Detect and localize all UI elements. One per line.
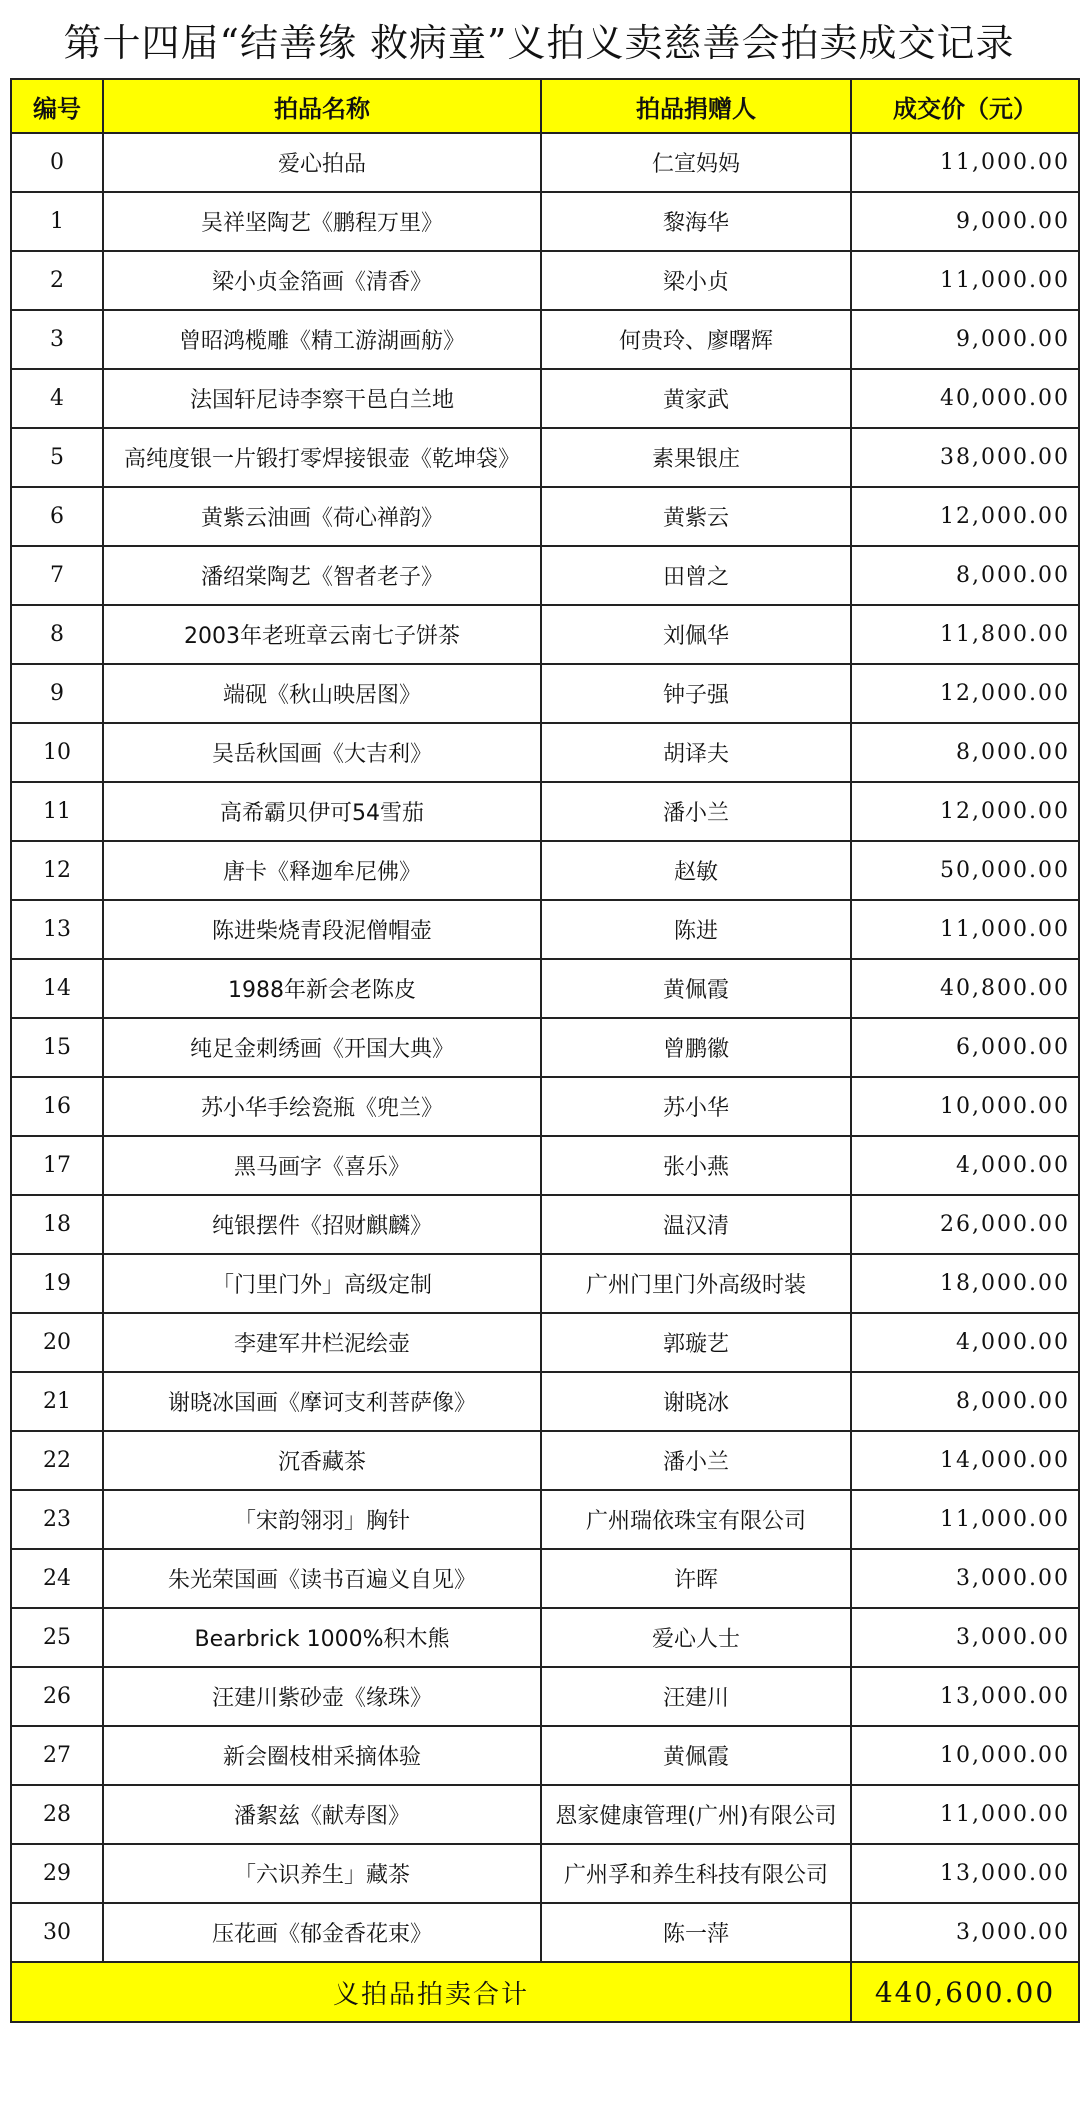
cell-item-name: 沉香藏茶 bbox=[103, 1431, 541, 1490]
table-row bbox=[11, 1490, 1079, 1549]
table-row bbox=[11, 1549, 1079, 1608]
cell-price: 11,800.00 bbox=[851, 605, 1079, 664]
cell-price: 12,000.00 bbox=[851, 782, 1079, 841]
header-price: 成交价（元） bbox=[851, 79, 1079, 133]
cell-no: 5 bbox=[11, 428, 103, 487]
table-row bbox=[11, 369, 1079, 428]
header-name: 拍品名称 bbox=[103, 79, 541, 133]
cell-donor: 陈进 bbox=[541, 900, 851, 959]
cell-item-name: 潘绍棠陶艺《智者老子》 bbox=[103, 546, 541, 605]
cell-no: 21 bbox=[11, 1372, 103, 1431]
cell-item-name: 高纯度银一片锻打零焊接银壶《乾坤袋》 bbox=[103, 428, 541, 487]
cell-item-name: 吴祥坚陶艺《鹏程万里》 bbox=[103, 192, 541, 251]
cell-price: 3,000.00 bbox=[851, 1608, 1079, 1667]
cell-no: 30 bbox=[11, 1903, 103, 1962]
cell-price: 38,000.00 bbox=[851, 428, 1079, 487]
cell-donor: 黄紫云 bbox=[541, 487, 851, 546]
cell-donor: 赵敏 bbox=[541, 841, 851, 900]
cell-price: 11,000.00 bbox=[851, 251, 1079, 310]
cell-donor: 田曾之 bbox=[541, 546, 851, 605]
cell-donor: 许晖 bbox=[541, 1549, 851, 1608]
cell-price: 11,000.00 bbox=[851, 900, 1079, 959]
cell-donor: 爱心人士 bbox=[541, 1608, 851, 1667]
table-row bbox=[11, 664, 1079, 723]
total-label: 义拍品拍卖合计 bbox=[11, 1962, 851, 2022]
table-row bbox=[11, 1608, 1079, 1667]
header-donor: 拍品捐赠人 bbox=[541, 79, 851, 133]
cell-no: 19 bbox=[11, 1254, 103, 1313]
cell-price: 12,000.00 bbox=[851, 664, 1079, 723]
total-value: 440,600.00 bbox=[851, 1962, 1079, 2022]
cell-donor: 潘小兰 bbox=[541, 782, 851, 841]
cell-donor: 黄佩霞 bbox=[541, 959, 851, 1018]
table-row bbox=[11, 192, 1079, 251]
cell-donor: 郭璇艺 bbox=[541, 1313, 851, 1372]
cell-donor: 温汉清 bbox=[541, 1195, 851, 1254]
cell-price: 6,000.00 bbox=[851, 1018, 1079, 1077]
auction-table bbox=[10, 78, 1080, 2023]
cell-item-name: 苏小华手绘瓷瓶《兜兰》 bbox=[103, 1077, 541, 1136]
cell-item-name: 梁小贞金箔画《清香》 bbox=[103, 251, 541, 310]
cell-no: 18 bbox=[11, 1195, 103, 1254]
cell-price: 40,800.00 bbox=[851, 959, 1079, 1018]
cell-donor: 钟子强 bbox=[541, 664, 851, 723]
cell-price: 3,000.00 bbox=[851, 1549, 1079, 1608]
table-header bbox=[11, 79, 1079, 133]
cell-no: 20 bbox=[11, 1313, 103, 1372]
table-row bbox=[11, 1844, 1079, 1903]
cell-no: 16 bbox=[11, 1077, 103, 1136]
cell-donor: 仁宣妈妈 bbox=[541, 133, 851, 192]
cell-item-name: 唐卡《释迦牟尼佛》 bbox=[103, 841, 541, 900]
cell-price: 8,000.00 bbox=[851, 546, 1079, 605]
cell-item-name: 纯银摆件《招财麒麟》 bbox=[103, 1195, 541, 1254]
cell-donor: 谢晓冰 bbox=[541, 1372, 851, 1431]
cell-donor: 刘佩华 bbox=[541, 605, 851, 664]
cell-item-name: 「六识养生」藏茶 bbox=[103, 1844, 541, 1903]
cell-donor: 胡译夫 bbox=[541, 723, 851, 782]
cell-no: 23 bbox=[11, 1490, 103, 1549]
cell-no: 2 bbox=[11, 251, 103, 310]
cell-item-name: 「宋韵翎羽」胸针 bbox=[103, 1490, 541, 1549]
page-title: 第十四届“结善缘 救病童”义拍义卖慈善会拍卖成交记录 bbox=[63, 21, 1015, 65]
table-row bbox=[11, 1667, 1079, 1726]
cell-item-name: 端砚《秋山映居图》 bbox=[103, 664, 541, 723]
cell-donor: 黎海华 bbox=[541, 192, 851, 251]
cell-no: 8 bbox=[11, 605, 103, 664]
cell-donor: 汪建川 bbox=[541, 1667, 851, 1726]
cell-donor: 张小燕 bbox=[541, 1136, 851, 1195]
table-row bbox=[11, 723, 1079, 782]
table-row bbox=[11, 1785, 1079, 1844]
cell-item-name: 陈进柴烧青段泥僧帽壶 bbox=[103, 900, 541, 959]
cell-price: 13,000.00 bbox=[851, 1667, 1079, 1726]
cell-donor: 梁小贞 bbox=[541, 251, 851, 310]
cell-price: 11,000.00 bbox=[851, 1490, 1079, 1549]
cell-no: 9 bbox=[11, 664, 103, 723]
table-body bbox=[11, 133, 1079, 1962]
table-row bbox=[11, 1195, 1079, 1254]
cell-no: 29 bbox=[11, 1844, 103, 1903]
table-row bbox=[11, 1313, 1079, 1372]
cell-no: 12 bbox=[11, 841, 103, 900]
table-row bbox=[11, 310, 1079, 369]
cell-no: 14 bbox=[11, 959, 103, 1018]
cell-item-name: 朱光荣国画《读书百遍义自见》 bbox=[103, 1549, 541, 1608]
table-row bbox=[11, 841, 1079, 900]
cell-item-name: 新会圈枝柑采摘体验 bbox=[103, 1726, 541, 1785]
cell-price: 40,000.00 bbox=[851, 369, 1079, 428]
cell-no: 6 bbox=[11, 487, 103, 546]
cell-item-name: 曾昭鸿榄雕《精工游湖画舫》 bbox=[103, 310, 541, 369]
header-no: 编号 bbox=[11, 79, 103, 133]
cell-item-name: 谢晓冰国画《摩诃支利菩萨像》 bbox=[103, 1372, 541, 1431]
cell-item-name: 吴岳秋国画《大吉利》 bbox=[103, 723, 541, 782]
cell-donor: 广州瑞依珠宝有限公司 bbox=[541, 1490, 851, 1549]
cell-donor: 黄佩霞 bbox=[541, 1726, 851, 1785]
auction-record-page bbox=[10, 12, 1068, 2023]
cell-item-name: 高希霸贝伊可54雪茄 bbox=[103, 782, 541, 841]
cell-no: 3 bbox=[11, 310, 103, 369]
cell-donor: 苏小华 bbox=[541, 1077, 851, 1136]
cell-price: 4,000.00 bbox=[851, 1313, 1079, 1372]
table-row bbox=[11, 1903, 1079, 1962]
cell-item-name: 「门里门外」高级定制 bbox=[103, 1254, 541, 1313]
cell-price: 18,000.00 bbox=[851, 1254, 1079, 1313]
cell-donor: 素果银庄 bbox=[541, 428, 851, 487]
table-row bbox=[11, 546, 1079, 605]
table-row bbox=[11, 1136, 1079, 1195]
cell-no: 22 bbox=[11, 1431, 103, 1490]
table-row bbox=[11, 1372, 1079, 1431]
cell-price: 8,000.00 bbox=[851, 1372, 1079, 1431]
cell-item-name: 法国轩尼诗李察干邑白兰地 bbox=[103, 369, 541, 428]
cell-donor: 广州门里门外高级时装 bbox=[541, 1254, 851, 1313]
table-row bbox=[11, 782, 1079, 841]
table-row bbox=[11, 133, 1079, 192]
table-row bbox=[11, 1077, 1079, 1136]
cell-no: 15 bbox=[11, 1018, 103, 1077]
cell-donor: 黄家武 bbox=[541, 369, 851, 428]
cell-item-name: 爱心拍品 bbox=[103, 133, 541, 192]
table-row bbox=[11, 1726, 1079, 1785]
cell-price: 12,000.00 bbox=[851, 487, 1079, 546]
total-row bbox=[11, 1962, 1079, 2022]
table-row bbox=[11, 605, 1079, 664]
table-row bbox=[11, 1431, 1079, 1490]
cell-price: 11,000.00 bbox=[851, 133, 1079, 192]
cell-no: 28 bbox=[11, 1785, 103, 1844]
cell-no: 13 bbox=[11, 900, 103, 959]
cell-no: 27 bbox=[11, 1726, 103, 1785]
cell-no: 26 bbox=[11, 1667, 103, 1726]
cell-donor: 广州孚和养生科技有限公司 bbox=[541, 1844, 851, 1903]
table-row bbox=[11, 487, 1079, 546]
cell-donor: 曾鹏徽 bbox=[541, 1018, 851, 1077]
cell-donor: 陈一萍 bbox=[541, 1903, 851, 1962]
cell-item-name: 李建军井栏泥绘壶 bbox=[103, 1313, 541, 1372]
cell-price: 3,000.00 bbox=[851, 1903, 1079, 1962]
cell-item-name: 压花画《郁金香花束》 bbox=[103, 1903, 541, 1962]
cell-price: 8,000.00 bbox=[851, 723, 1079, 782]
cell-item-name: 汪建川紫砂壶《缘珠》 bbox=[103, 1667, 541, 1726]
header-row bbox=[11, 79, 1079, 133]
cell-price: 26,000.00 bbox=[851, 1195, 1079, 1254]
table-row bbox=[11, 900, 1079, 959]
cell-donor: 潘小兰 bbox=[541, 1431, 851, 1490]
table-row bbox=[11, 959, 1079, 1018]
table-row bbox=[11, 428, 1079, 487]
cell-item-name: 黄紫云油画《荷心禅韵》 bbox=[103, 487, 541, 546]
cell-donor: 恩家健康管理(广州)有限公司 bbox=[541, 1785, 851, 1844]
cell-no: 0 bbox=[11, 133, 103, 192]
cell-no: 11 bbox=[11, 782, 103, 841]
cell-price: 9,000.00 bbox=[851, 192, 1079, 251]
table-row bbox=[11, 1254, 1079, 1313]
cell-donor: 何贵玲、廖曙辉 bbox=[541, 310, 851, 369]
cell-item-name: 2003年老班章云南七子饼茶 bbox=[103, 605, 541, 664]
cell-price: 9,000.00 bbox=[851, 310, 1079, 369]
cell-price: 4,000.00 bbox=[851, 1136, 1079, 1195]
cell-price: 13,000.00 bbox=[851, 1844, 1079, 1903]
cell-price: 11,000.00 bbox=[851, 1785, 1079, 1844]
cell-price: 50,000.00 bbox=[851, 841, 1079, 900]
cell-item-name: 纯足金刺绣画《开国大典》 bbox=[103, 1018, 541, 1077]
cell-no: 25 bbox=[11, 1608, 103, 1667]
cell-item-name: Bearbrick 1000%积木熊 bbox=[103, 1608, 541, 1667]
table-row bbox=[11, 1018, 1079, 1077]
cell-no: 1 bbox=[11, 192, 103, 251]
cell-no: 24 bbox=[11, 1549, 103, 1608]
cell-item-name: 潘絮兹《献寿图》 bbox=[103, 1785, 541, 1844]
table-row bbox=[11, 251, 1079, 310]
cell-no: 17 bbox=[11, 1136, 103, 1195]
cell-no: 4 bbox=[11, 369, 103, 428]
cell-no: 10 bbox=[11, 723, 103, 782]
cell-no: 7 bbox=[11, 546, 103, 605]
cell-price: 10,000.00 bbox=[851, 1726, 1079, 1785]
cell-price: 10,000.00 bbox=[851, 1077, 1079, 1136]
cell-item-name: 黑马画字《喜乐》 bbox=[103, 1136, 541, 1195]
cell-item-name: 1988年新会老陈皮 bbox=[103, 959, 541, 1018]
table-footer bbox=[11, 1962, 1079, 2022]
cell-price: 14,000.00 bbox=[851, 1431, 1079, 1490]
